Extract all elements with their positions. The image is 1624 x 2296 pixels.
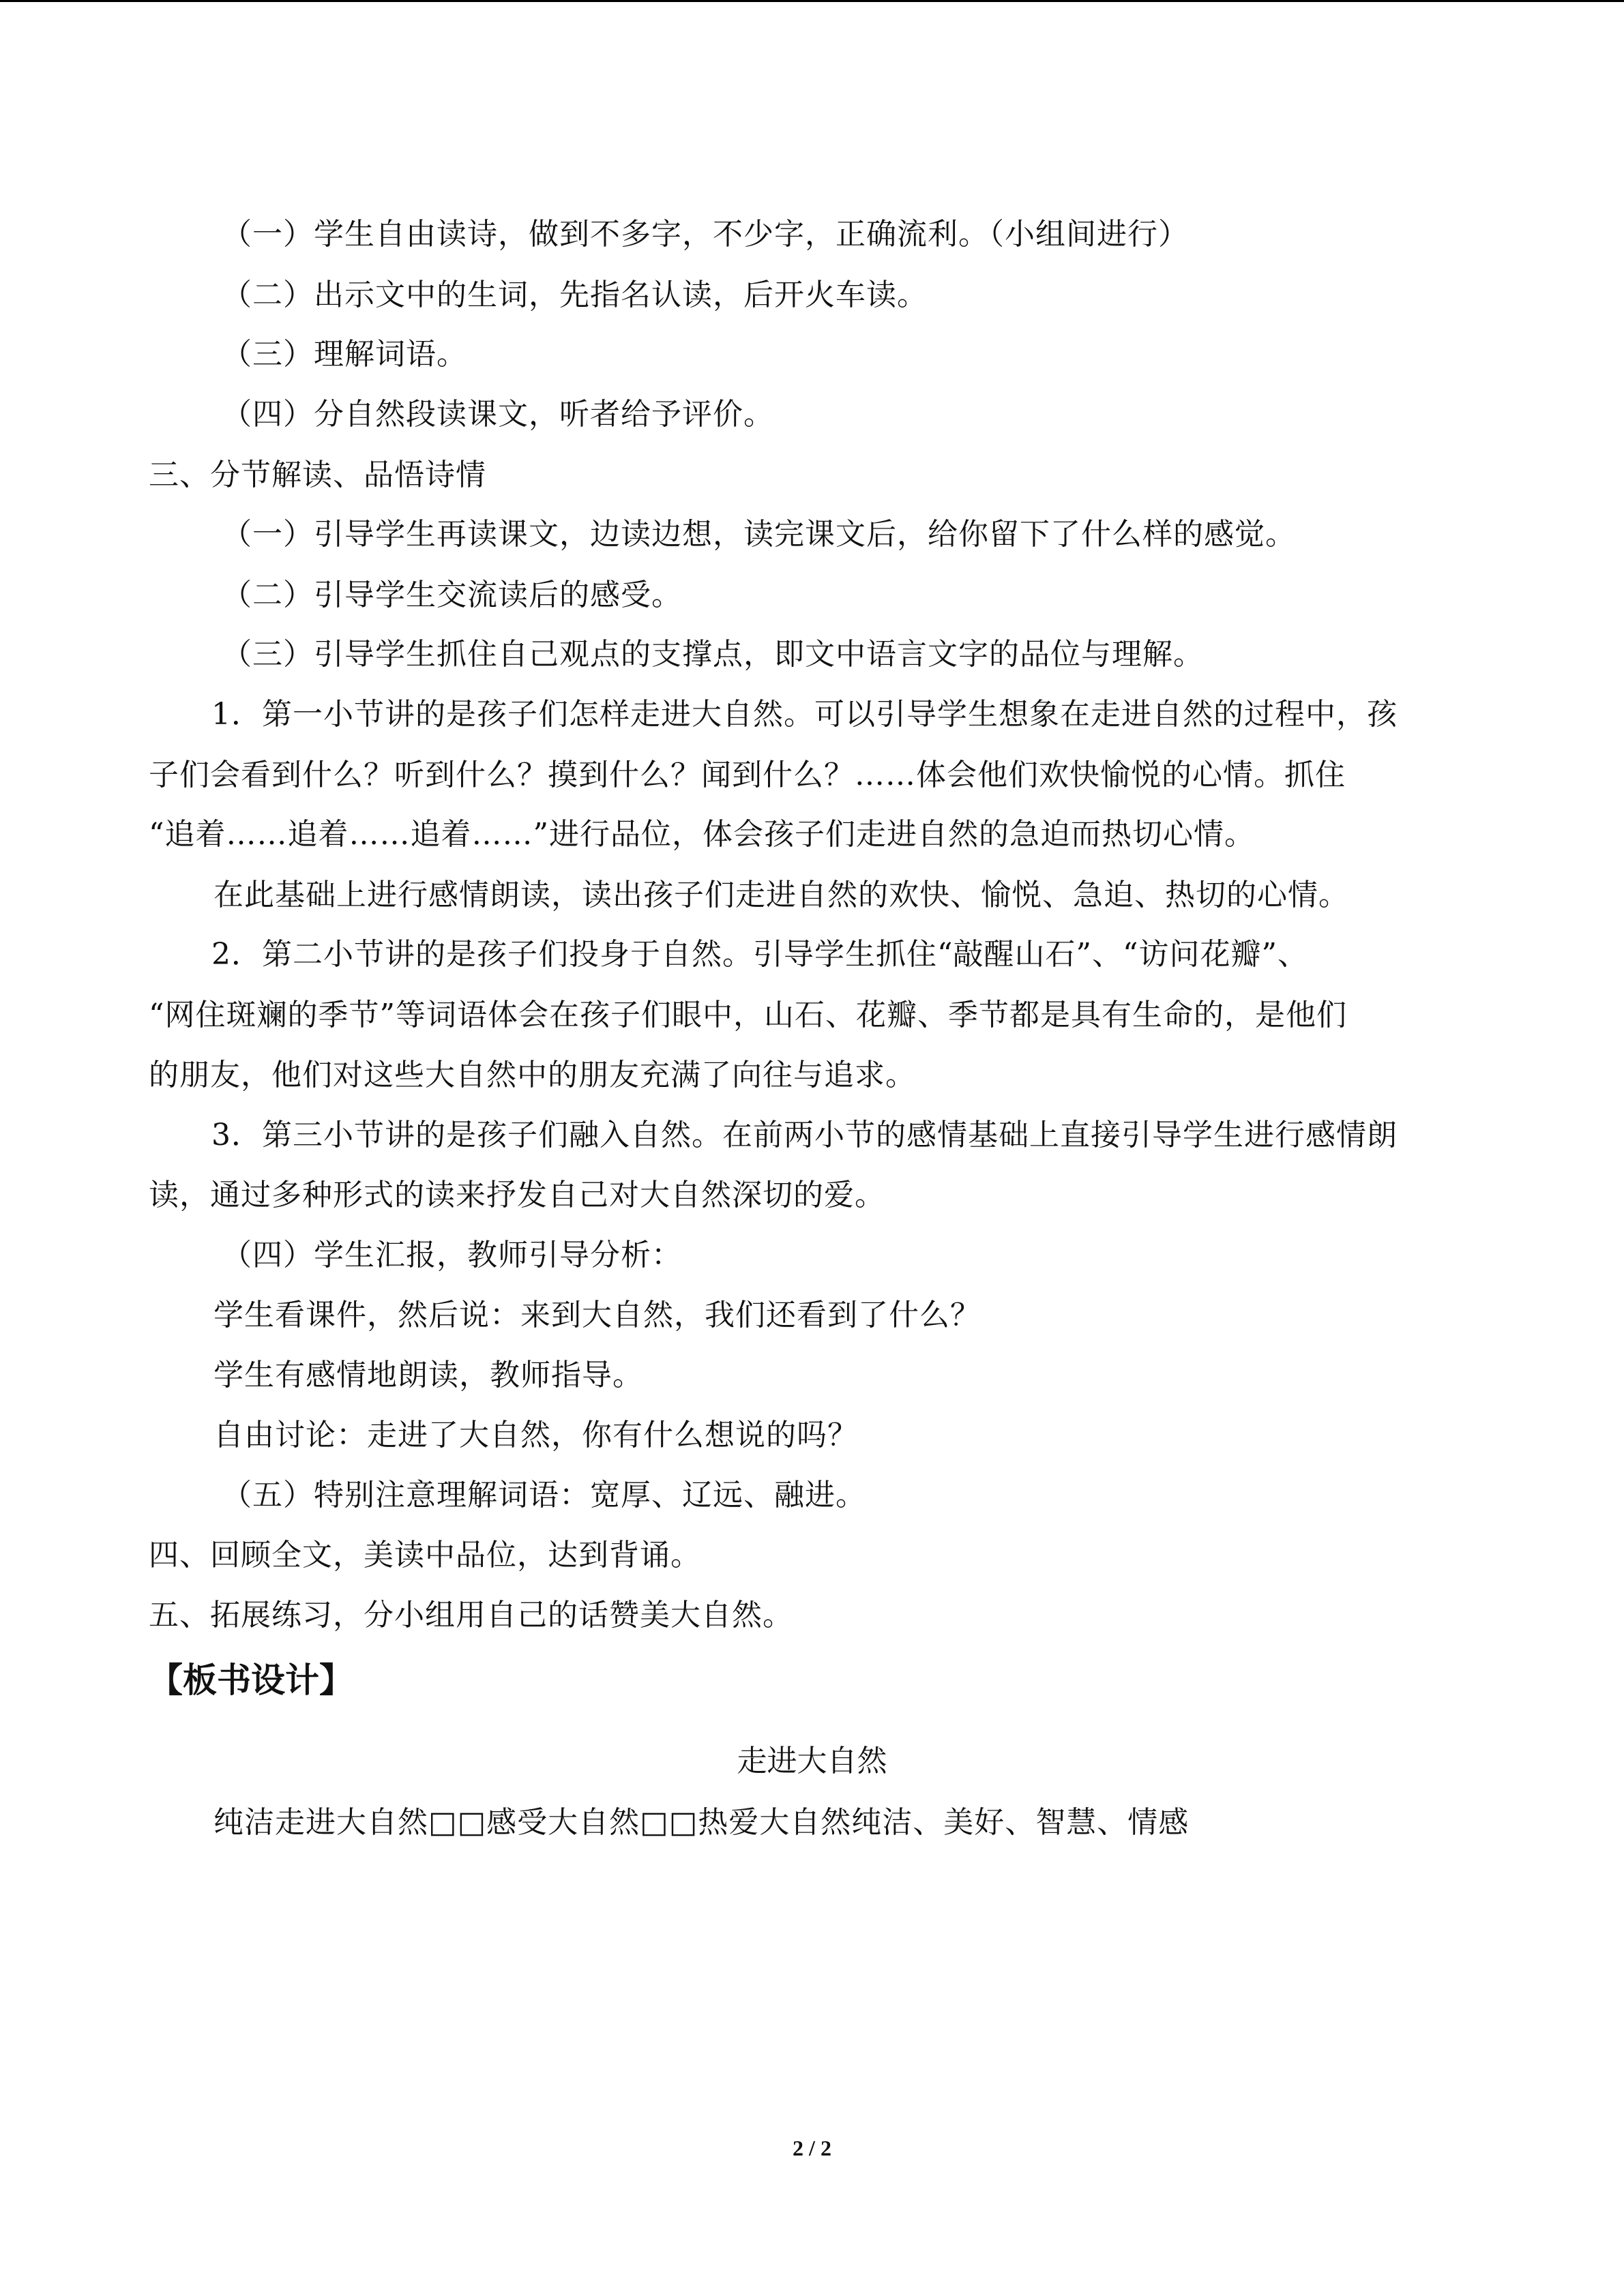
body-line: 子们会看到什么？听到什么？摸到什么？闻到什么？……体会他们欢快愉悦的心情。抓住 <box>149 758 1346 792</box>
body-line: 的朋友，他们对这些大自然中的朋友充满了向往与追求。 <box>149 1058 916 1092</box>
board-content: 纯洁走进大自然□□感受大自然□□热爱大自然纯洁、美好、智慧、情感 <box>213 1805 1190 1840</box>
body-line: 3．第三小节讲的是孩子们融入自然。在前两小节的感情基础上直接引导学生进行感情朗 <box>211 1118 1398 1152</box>
body-line: 在此基础上进行感情朗读，读出孩子们走进自然的欢快、愉悦、急迫、热切的心情。 <box>213 878 1349 912</box>
board-design-heading: 【板书设计】 <box>149 1660 353 1700</box>
body-line: “网住斑斓的季节”等词语体会在孩子们眼中，山石、花瓣、季节都是具有生命的，是他们 <box>149 998 1347 1032</box>
body-line: （一）学生自由读诗，做到不多字，不少字，正确流利。（小组间进行） <box>222 217 1189 252</box>
body-line: （三）引导学生抓住自己观点的支撑点，即文中语言文字的品位与理解。 <box>222 637 1204 672</box>
page-number: 2 / 2 <box>793 2136 831 2160</box>
body-line: （四）学生汇报，教师引导分析： <box>222 1238 682 1272</box>
body-line: 2．第二小节讲的是孩子们投身于自然。引导学生抓住“敲醒山石”、“访问花瓣”、 <box>211 937 1308 972</box>
body-line: （一）引导学生再读课文，边读边想，读完课文后，给你留下了什么样的感觉。 <box>222 517 1296 552</box>
section-heading: 三、分节解读、品悟诗情 <box>149 458 486 492</box>
section-heading: 五、拓展练习，分小组用自己的话赞美大自然。 <box>149 1598 793 1632</box>
body-line: “追着……追着……追着……”进行品位，体会孩子们走进自然的急迫而热切心情。 <box>149 817 1255 852</box>
body-line: （四）分自然段读课文，听者给予评价。 <box>222 397 774 432</box>
body-line: 学生看课件，然后说：来到大自然，我们还看到了什么？ <box>213 1298 981 1332</box>
body-line: （三）理解词语。 <box>222 337 467 372</box>
body-line: 自由讨论：走进了大自然，你有什么想说的吗？ <box>213 1418 858 1452</box>
body-line: （二）引导学生交流读后的感受。 <box>222 578 682 612</box>
body-line: （二）出示文中的生词，先指名认读，后开火车读。 <box>222 278 928 312</box>
body-line: 读，通过多种形式的读来抒发自己对大自然深切的爱。 <box>149 1178 885 1212</box>
body-line: 学生有感情地朗读，教师指导。 <box>213 1358 643 1392</box>
board-title: 走进大自然 <box>737 1744 887 1778</box>
section-heading: 四、回顾全文，美读中品位，达到背诵。 <box>149 1538 701 1572</box>
body-line: 1．第一小节讲的是孩子们怎样走进大自然。可以引导学生想象在走进自然的过程中，孩 <box>211 697 1398 732</box>
body-line: （五）特别注意理解词语：宽厚、辽远、融进。 <box>222 1478 866 1512</box>
